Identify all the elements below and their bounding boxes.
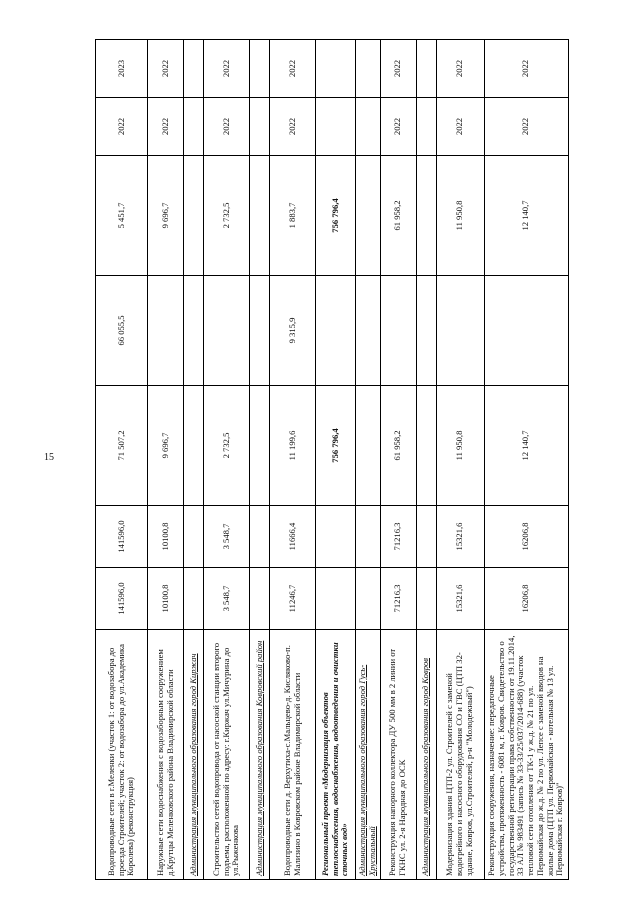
start-year-cell: 2022 [204, 98, 250, 156]
federal-funds-cell [250, 276, 270, 386]
row-description: Администрация муниципального образования город Ковров [416, 630, 436, 880]
row-description: Региональный проект «Модернизация объектов теплоснабжения, водоснабжения, водоотведения и очистки сточных вод» [316, 630, 356, 880]
start-year-cell: 2022 [380, 98, 416, 156]
cost-estimate-cell [250, 568, 270, 630]
table-row [436, 40, 484, 880]
cost-current-cell: 3 548,7 [204, 506, 250, 568]
row-description: Реконструкция сооружения, назначение: передаточные устройства, протяженность - 6081 м, г. Ковров. Свидетельство о государственной регистрации права собственности от 19.11.2014, 33 АЛ № 983491 (запись № 33-33/25/037/2014-688) (участок тепловой сети отопления от ТК-1 у ж.д. № 21 по ул. Первомайская до ж.д. № 2 по ул. Лепсе с заменой вводов на жилые дома (ЦТП ул. Первомайская - котельная № 13 ул. Первомайская г. Ковров)" [484, 630, 568, 880]
row-description: Администрация муниципального образования город Киржач [184, 630, 204, 880]
cost-current-cell: 15321,6 [436, 506, 484, 568]
end-year-cell: 2023 [96, 40, 148, 98]
start-year-cell [356, 98, 381, 156]
table-row [380, 40, 416, 880]
federal-funds-cell [148, 276, 184, 386]
investment-table [95, 39, 569, 880]
cost-estimate-cell: 141596,0 [96, 568, 148, 630]
regional-funds-cell: 9 696,7 [148, 156, 184, 276]
row-description: Администрация муниципального образования город Гусь-Хрустальный [356, 630, 381, 880]
section-header-row [356, 40, 381, 880]
federal-funds-cell [184, 276, 204, 386]
end-year-cell [250, 40, 270, 98]
start-year-cell [250, 98, 270, 156]
row-description: Реконструкция напорного коллектора ДУ 500 мм в 2 линии от ГКНС ул. 2-я Народная до ОСК [380, 630, 416, 880]
row-description: Модернизация здания ЦТП-2 ул. Строителей с заменой водогрейного и насосного оборудования СО и ГВС (ЦТП 32-здание, Ковров, ул.Строителей, р-н "Молодежный") [436, 630, 484, 880]
cost-estimate-cell: 71216,3 [380, 568, 416, 630]
regional-funds-cell [416, 156, 436, 276]
cost-estimate-cell: 15321,6 [436, 568, 484, 630]
project-header-row [316, 40, 356, 880]
funding-total-cell [250, 386, 270, 506]
start-year-cell: 2022 [436, 98, 484, 156]
table-row [148, 40, 184, 880]
federal-funds-cell: 9 315,9 [270, 276, 316, 386]
regional-funds-cell: 2 732,5 [204, 156, 250, 276]
regional-funds-cell: 1 883,7 [270, 156, 316, 276]
regional-funds-cell: 5 451,7 [96, 156, 148, 276]
funding-total-cell: 756 796,4 [316, 386, 356, 506]
page-number: 15 [44, 452, 54, 463]
regional-funds-cell [184, 156, 204, 276]
regional-funds-cell [250, 156, 270, 276]
table-row [204, 40, 250, 880]
end-year-cell: 2022 [148, 40, 184, 98]
row-description: Водопроводные сети в г.Меленки (участок 1: от водозабора до проезда Строителей; участок 2: от водозабора до ул.Академика Королева) (реконструкция) [96, 630, 148, 880]
start-year-cell: 2022 [148, 98, 184, 156]
row-description: Водопроводные сети д. Верхутиха-с.Мальцево-д. Кисляково-п. Мализино в Ковровском районе Владимирской области [270, 630, 316, 880]
end-year-cell: 2022 [436, 40, 484, 98]
regional-funds-cell: 61 958,2 [380, 156, 416, 276]
funding-total-cell [416, 386, 436, 506]
cost-estimate-cell: 3 548,7 [204, 568, 250, 630]
end-year-cell [184, 40, 204, 98]
section-header-row [250, 40, 270, 880]
rotated-table-wrapper [95, 40, 565, 880]
cost-current-cell: 11666,4 [270, 506, 316, 568]
funding-total-cell: 2 732,5 [204, 386, 250, 506]
start-year-cell: 2022 [96, 98, 148, 156]
section-header-row [416, 40, 436, 880]
funding-total-cell: 12 140,7 [484, 386, 568, 506]
table-row [484, 40, 568, 880]
cost-current-cell: 16206,8 [484, 506, 568, 568]
row-description: Строительство сетей водопровода от насосной станции второго подъема, расположенной по адресу: г.Киржач ул.Мичурина до ул.Рыженкова [204, 630, 250, 880]
regional-funds-cell: 12 140,7 [484, 156, 568, 276]
table-row [270, 40, 316, 880]
cost-estimate-cell: 10100,8 [148, 568, 184, 630]
funding-total-cell: 11 199,6 [270, 386, 316, 506]
cost-estimate-cell [184, 568, 204, 630]
federal-funds-cell: 66 055,5 [96, 276, 148, 386]
funding-total-cell: 11 950,8 [436, 386, 484, 506]
regional-funds-cell: 11 950,8 [436, 156, 484, 276]
funding-total-cell: 61 958,2 [380, 386, 416, 506]
end-year-cell: 2022 [484, 40, 568, 98]
cost-current-cell: 141596,0 [96, 506, 148, 568]
funding-total-cell [184, 386, 204, 506]
end-year-cell: 2022 [270, 40, 316, 98]
start-year-cell: 2022 [484, 98, 568, 156]
cost-estimate-cell [356, 568, 381, 630]
row-description: Администрация муниципального образования Ковровский район [250, 630, 270, 880]
cost-current-cell [184, 506, 204, 568]
regional-funds-cell: 756 796,4 [316, 156, 356, 276]
federal-funds-cell [380, 276, 416, 386]
cost-current-cell [316, 506, 356, 568]
end-year-cell [356, 40, 381, 98]
start-year-cell [184, 98, 204, 156]
cost-current-cell [250, 506, 270, 568]
section-header-row [184, 40, 204, 880]
table-body [96, 40, 569, 880]
regional-funds-cell [356, 156, 381, 276]
end-year-cell [316, 40, 356, 98]
cost-estimate-cell [416, 568, 436, 630]
federal-funds-cell [436, 276, 484, 386]
cost-estimate-cell: 16206,8 [484, 568, 568, 630]
federal-funds-cell [356, 276, 381, 386]
cost-current-cell [416, 506, 436, 568]
end-year-cell: 2022 [380, 40, 416, 98]
table-row [96, 40, 148, 880]
funding-total-cell: 9 696,7 [148, 386, 184, 506]
funding-total-cell: 71 507,2 [96, 386, 148, 506]
start-year-cell: 2022 [270, 98, 316, 156]
cost-estimate-cell: 11246,7 [270, 568, 316, 630]
cost-estimate-cell [316, 568, 356, 630]
end-year-cell [416, 40, 436, 98]
funding-total-cell [356, 386, 381, 506]
cost-current-cell: 10100,8 [148, 506, 184, 568]
federal-funds-cell [484, 276, 568, 386]
row-description: Наружные сети водоснабжения с водозаборным сооружением д.Крутцы Меленковского района Владимирской области [148, 630, 184, 880]
start-year-cell [316, 98, 356, 156]
cost-current-cell [356, 506, 381, 568]
end-year-cell: 2022 [204, 40, 250, 98]
federal-funds-cell [204, 276, 250, 386]
federal-funds-cell [416, 276, 436, 386]
start-year-cell [416, 98, 436, 156]
federal-funds-cell [316, 276, 356, 386]
cost-current-cell: 71216,3 [380, 506, 416, 568]
